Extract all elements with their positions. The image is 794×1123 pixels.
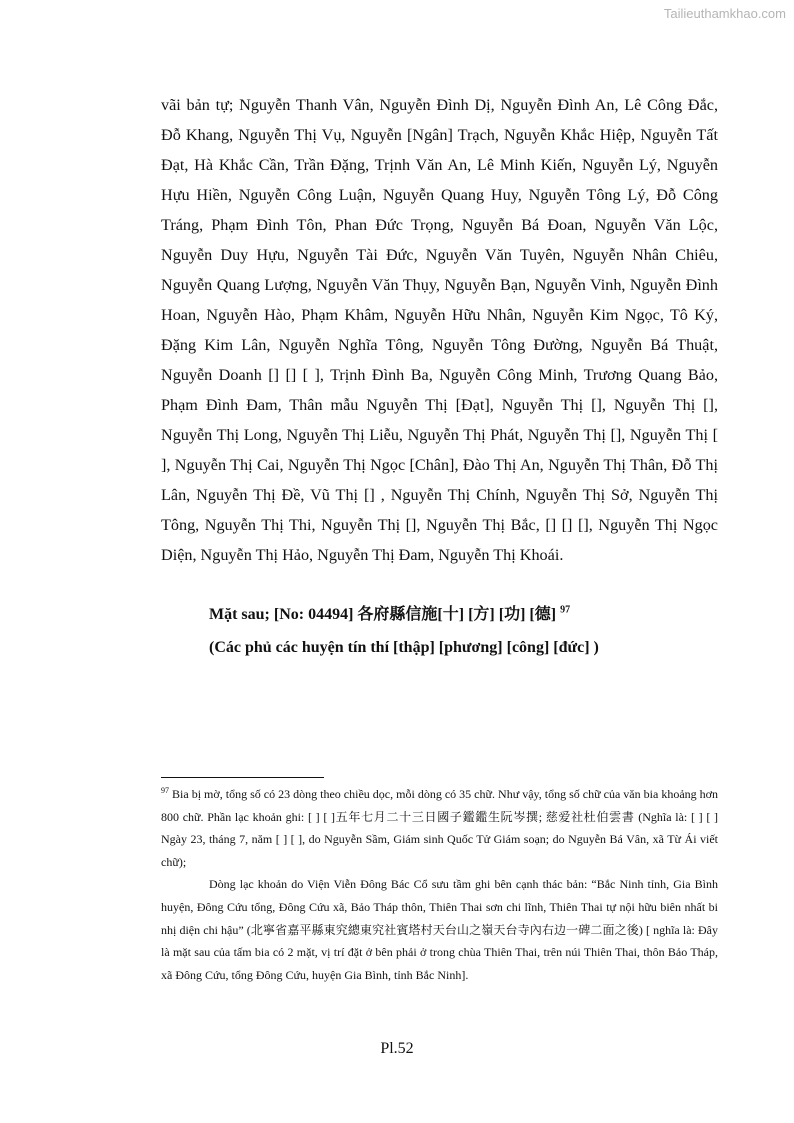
footnote-text: Bia bị mờ, tổng số có 23 dòng theo chiều dọc, mỗi dòng có 35 chữ. Như vậy, tổng số chữ của văn bia khoảng hơn 800 chữ. Phần lạc khoản ghi: [ ] [ ]五年七月二十三日國子鑑鑑生阮岑撰; 慈爱社杜伯雲書 (Nghĩa là: [ ] [ ] Ngày 23, tháng 7, năm [ ] [ ], do Nguyễn Sầm, Giám sinh Quốc Tử Giám soạn; do Nguyễn Bá Vân, xã Từ Ái viết chữ); — [161, 787, 718, 869]
footnote-continuation: Dòng lạc khoản do Viện Viễn Đông Bác Cổ sưu tầm ghi bên cạnh thác bản: “Bắc Ninh tỉnh, Gia Bình huyện, Đông Cứu tổng, Đông Cứu xã, Bảo Tháp thôn, Thiên Thai sơn chi lĩnh, Thiên Thai tự nội hữu biên nhất bi nhị diện chi hậu” (北寧省嘉平縣東究總東究社賓塔村天台山之嶺天台寺內右边一碑二面之後) [ nghĩa là: Đây là mặt sau của tấm bia có 2 mặt, vị trí đặt ở bên phải ở trong chùa Thiên Thai, trên núi Thiên Thai, thôn Bảo Tháp, xã Đông Cứu, tổng Đông Cứu, huyện Gia Bình, tỉnh Bắc Ninh]. — [161, 877, 718, 982]
footnote-number: 97 — [161, 786, 169, 795]
footnotes-section — [161, 783, 718, 986]
footnote-97 — [161, 783, 718, 873]
body-paragraph: vãi bản tự; Nguyễn Thanh Vân, Nguyễn Đình Dị, Nguyễn Đình An, Lê Công Đắc, Đỗ Khang, Nguyễn Thị Vụ, Nguyễn [Ngân] Trạch, Nguyễn Khắc Hiệp, Nguyễn Tất Đạt, Hà Khắc Cần, Trần Đặng, Trịnh Văn An, Lê Minh Kiến, Nguyễn Lý, Nguyễn Hựu Hiền, Nguyễn Công Luận, Nguyễn Quang Huy, Nguyễn Tông Lý, Đỗ Công Tráng, Phạm Đình Tôn, Phan Đức Trọng, Nguyễn Bá Đoan, Nguyễn Văn Lộc, Nguyễn Duy Hựu, Nguyễn Tài Đức, Nguyễn Văn Tuyên, Nguyễn Nhân Chiêu, Nguyễn Quang Lượng, Nguyễn Văn Thụy, Nguyễn Bạn, Nguyễn Vinh, Nguyễn Đình Hoan, Nguyễn Hào, Phạm Khâm, Nguyễn Hữu Nhân, Nguyễn Kim Ngọc, Tô Ký, Đặng Kim Lân, Nguyễn Nghĩa Tông, Nguyễn Tông Đường, Nguyễn Bá Thuật, Nguyễn Doanh [] [] [ ], Trịnh Đình Ba, Nguyễn Công Minh, Trương Quang Bảo, Phạm Đình Đam, Thân mẫu Nguyễn Thị [Đạt], Nguyễn Thị [], Nguyễn Thị [], Nguyễn Thị Long, Nguyễn Thị Liễu, Nguyễn Thị Phát, Nguyễn Thị [], Nguyễn Thị [ ], Nguyễn Thị Cai, Nguyễn Thị Ngọc [Chân], Đào Thị An, Nguyễn Thị Thân, Đỗ Thị Lân, Nguyễn Thị Đề, Vũ Thị [] , Nguyễn Thị Chính, Nguyễn Thị Sở, Nguyễn Thị Tông, Nguyễn Thị Thi, Nguyễn Thị [], Nguyễn Thị Bắc, [] [] [], Nguyễn Thị Ngọc Diện, Nguyễn Thị Hảo, Nguyễn Thị Đam, Nguyễn Thị Khoái. — [161, 96, 718, 564]
footnote-reference[interactable]: 97 — [560, 604, 571, 616]
page-number: Pl.52 — [380, 1040, 414, 1057]
footnote-separator — [161, 777, 324, 778]
heading-back-text: Mặt sau; [No: 04494] 各府縣信施[十] [方] [功] [德] — [209, 606, 557, 623]
watermark-text: Tailieuthamkhao.com — [663, 6, 786, 21]
section-heading-translation: (Các phủ các huyện tín thí [thập] [phương] [công] [đức] ) — [209, 639, 599, 656]
section-heading-back-side — [209, 603, 729, 627]
